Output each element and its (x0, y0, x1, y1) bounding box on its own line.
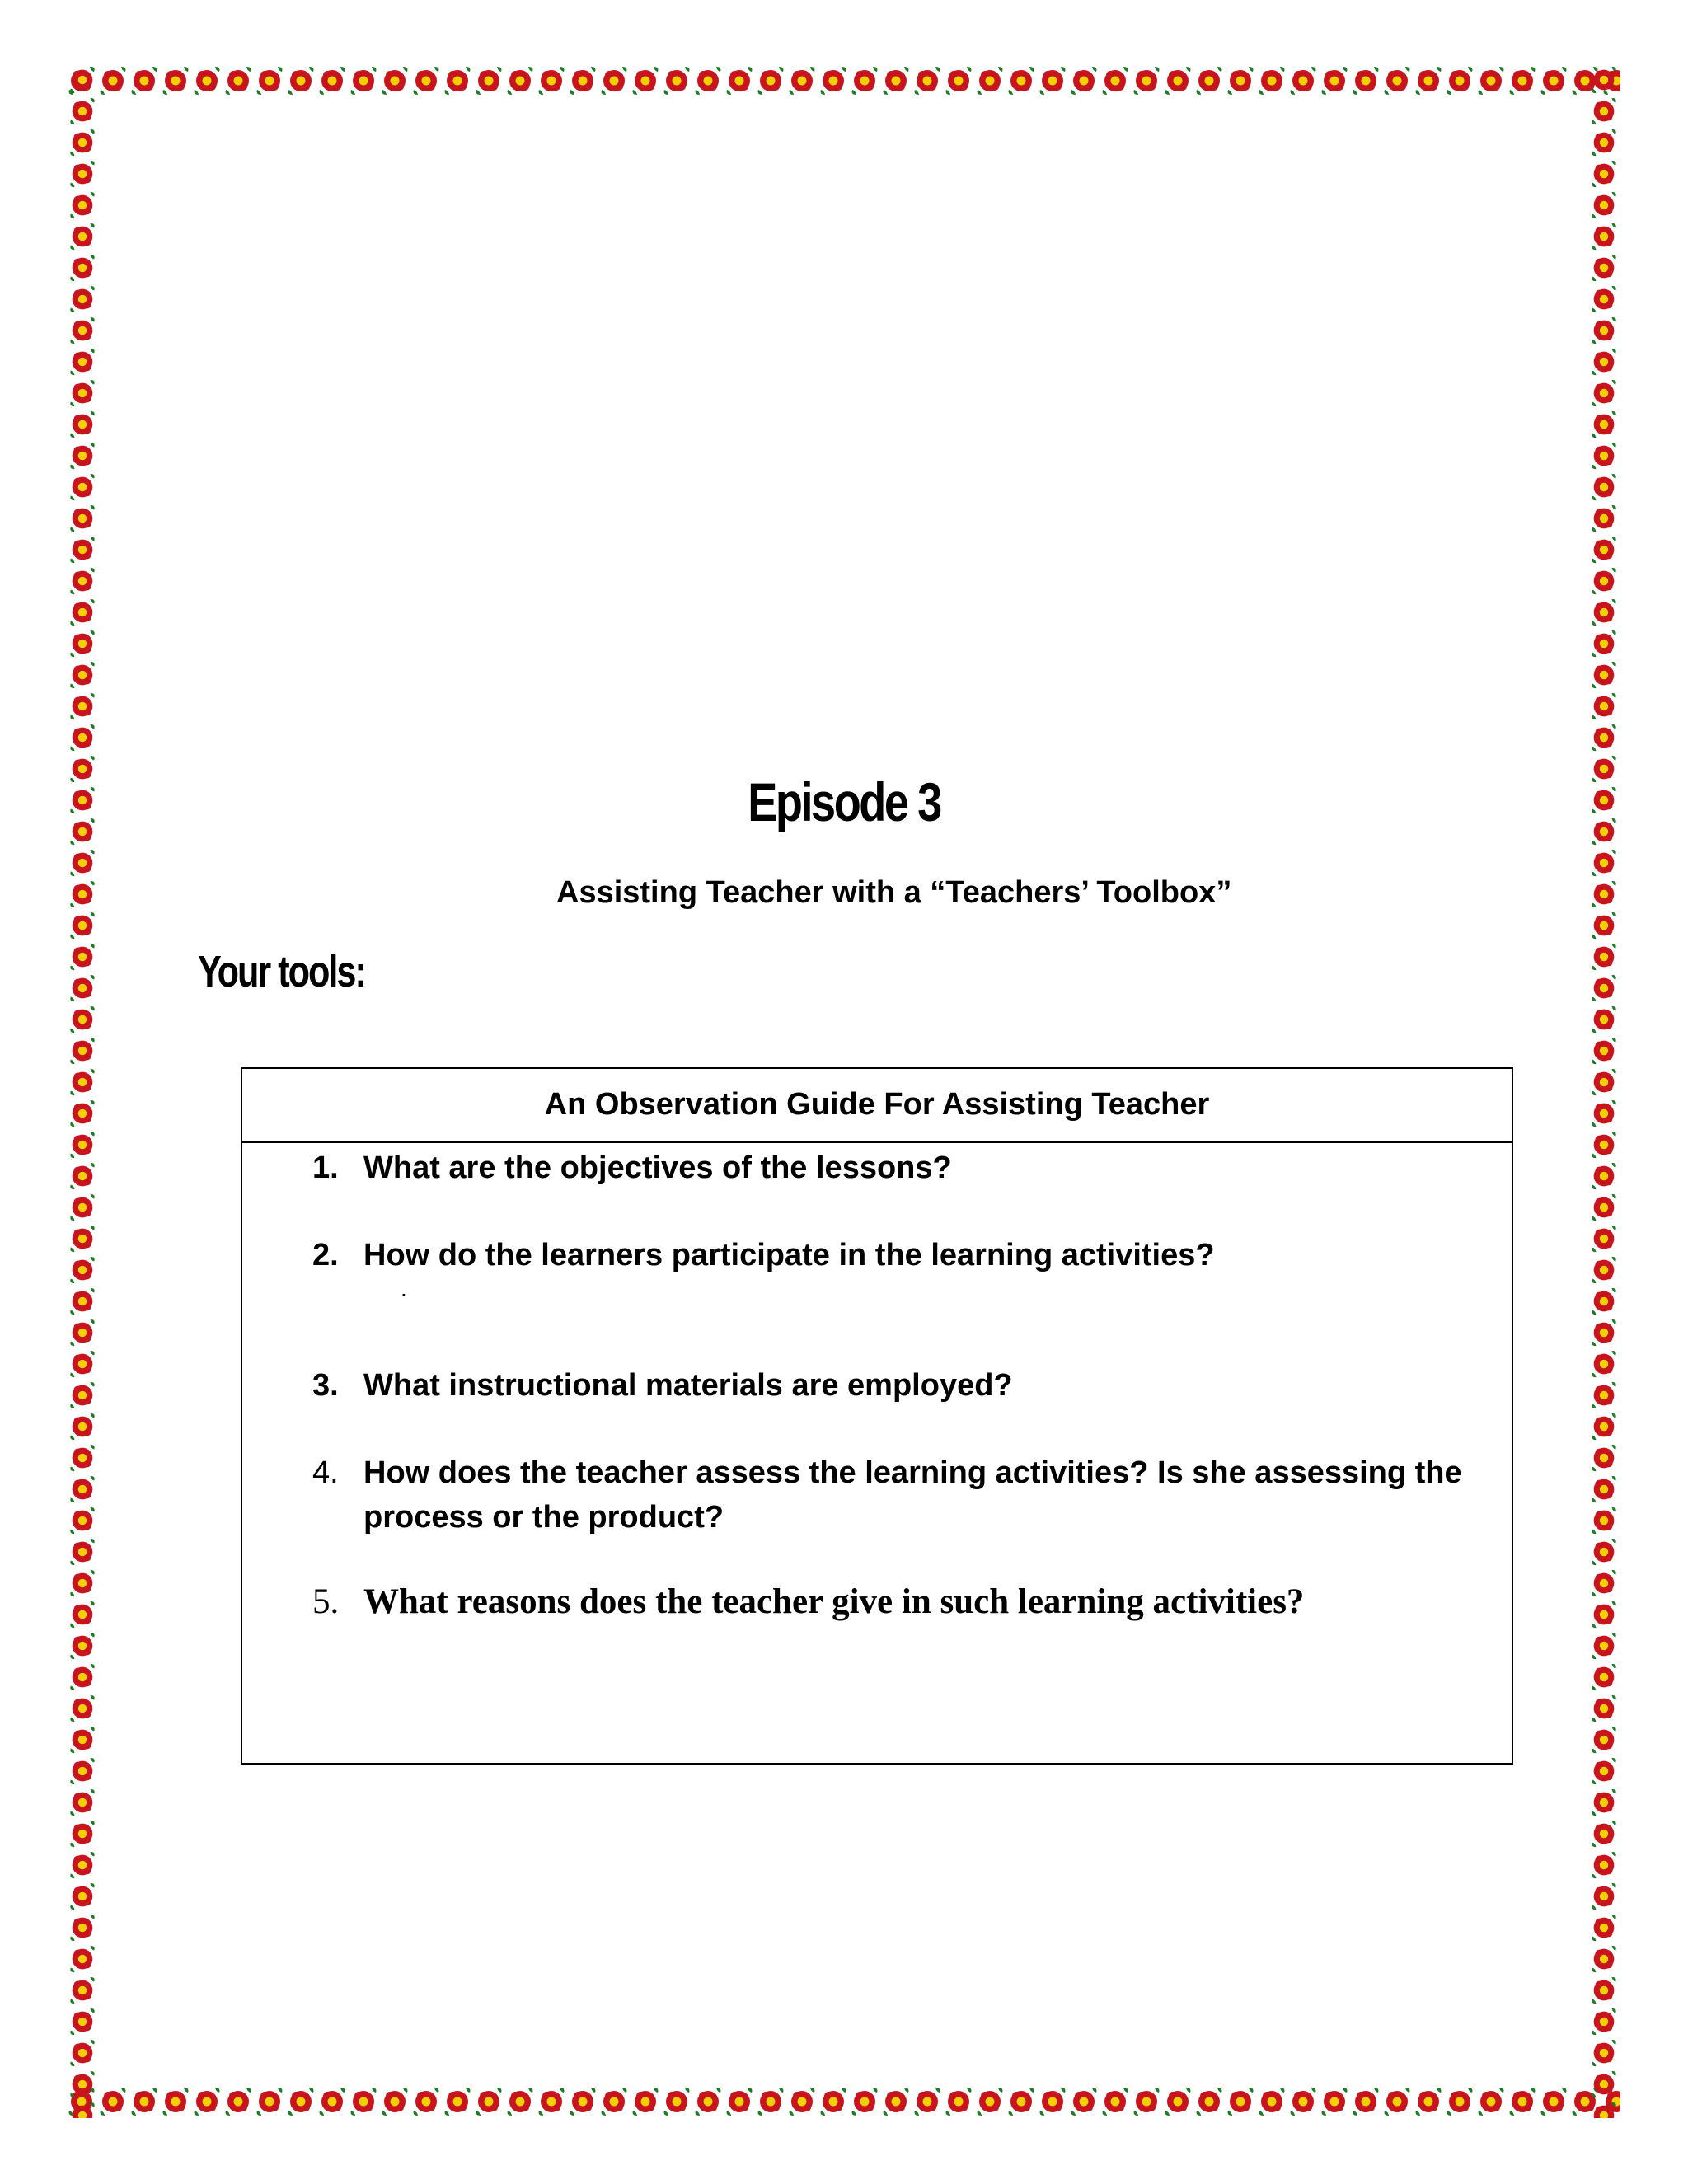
episode-subtitle: Assisting Teacher with a “Teachers’ Toolbox” (556, 875, 1232, 910)
question-number: 5. (312, 1582, 340, 1621)
question-item (312, 1363, 1483, 1408)
question-number: 2. (312, 1238, 339, 1272)
observation-guide-title: An Observation Guide For Assisting Teacher (242, 1069, 1512, 1143)
question-text: What instructional materials are employed? (363, 1368, 1013, 1403)
episode-title: Episode 3 (748, 771, 940, 832)
question-text: What reasons does the teacher give in such learning activities? (363, 1582, 1305, 1621)
question-item (312, 1146, 1483, 1190)
question-number: 4. (312, 1455, 339, 1490)
observation-guide-box (241, 1067, 1513, 1765)
question-item (312, 1580, 1483, 1624)
question-number: 3. (312, 1368, 339, 1403)
flower-border-left (66, 64, 99, 2118)
question-number: 1. (312, 1151, 339, 1185)
flower-border-right (1587, 64, 1620, 2118)
question-text: What are the objectives of the lessons? (363, 1151, 952, 1185)
flower-border-bottom (66, 2085, 1620, 2118)
stray-mark: . (401, 1276, 407, 1301)
flower-border-top (66, 64, 1620, 97)
tools-heading: Your tools: (198, 947, 365, 996)
question-text: How does the teacher assess the learning activities? Is she assessing the process or the product? (363, 1455, 1462, 1535)
question-item (312, 1451, 1483, 1540)
question-item (312, 1233, 1483, 1277)
question-text: How do the learners participate in the learning activities? (363, 1238, 1215, 1272)
